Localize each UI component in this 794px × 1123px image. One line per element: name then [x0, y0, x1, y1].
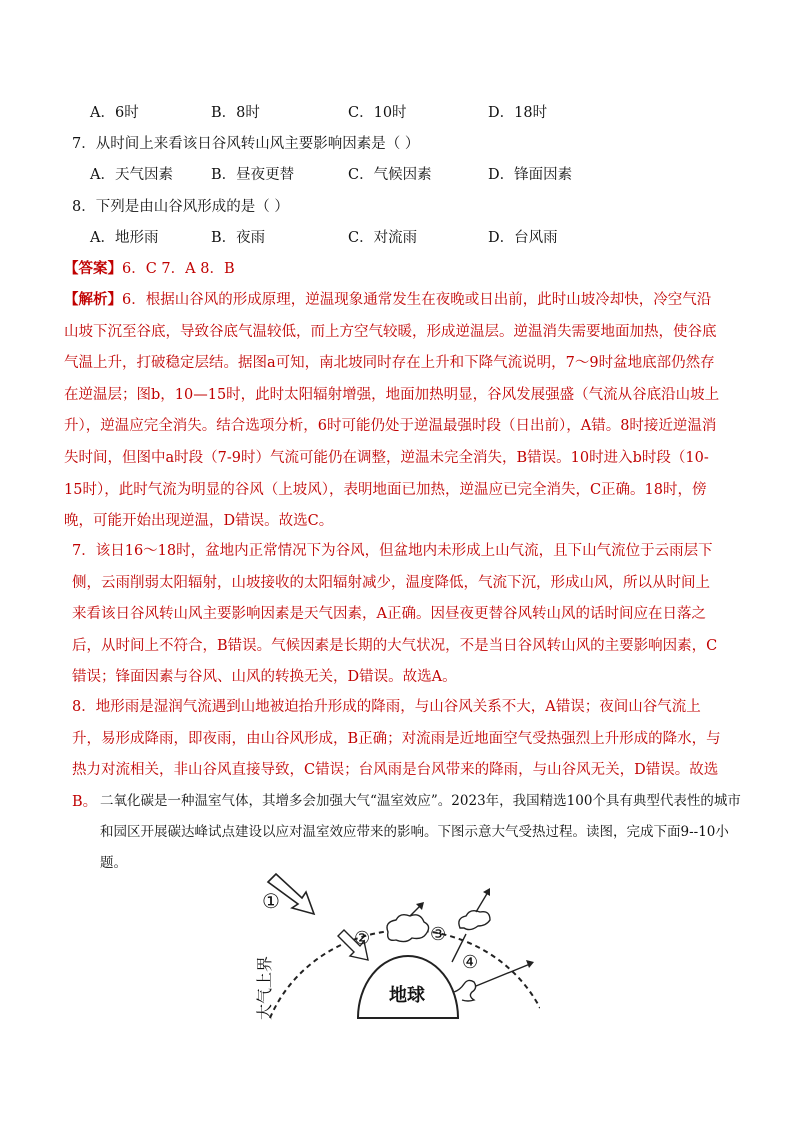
q8-option-a[interactable]: A．地形雨	[90, 230, 159, 246]
q6-option-a[interactable]: A．6时	[90, 105, 139, 121]
q7-option-b[interactable]: B．昼夜更替	[211, 167, 295, 183]
q7-option-a[interactable]: A．天气因素	[90, 167, 173, 183]
boundary-label: 大气上界	[255, 955, 274, 1020]
marker-2-group	[338, 928, 370, 960]
marker-1: ①	[262, 889, 280, 913]
q6-option-d[interactable]: D．18时	[488, 105, 548, 121]
cloud-right-icon	[459, 911, 490, 930]
answer-line	[64, 259, 235, 279]
earth-label: 地球	[389, 985, 425, 1006]
marker-1-group	[262, 874, 314, 914]
q7-stem: 7．从时间上来看该日谷风转山风主要影响因素是（ ）	[72, 136, 420, 152]
cloud-icon	[387, 915, 429, 942]
q8-stem: 8．下列是由山谷风形成的是（ ）	[72, 199, 289, 215]
cloud-left	[387, 902, 429, 942]
q7-option-d[interactable]: D．锋面因素	[488, 167, 573, 183]
answer-label: 【答案】	[64, 260, 122, 277]
analysis-label: 【解析】	[64, 291, 122, 308]
analysis-q6-text: 6．根据山谷风的形成原理，逆温现象通常发生在夜晚或日出前，此时山坡冷却快，冷空气沿山坡下沉至谷底，导致谷底气温较低，而上方空气较暖，形成逆温层。逆温消失需要地面加热，使谷底气温上升，打破稳定层结。据图a可知，南北坡同时存在上升和下降气流说明，7～9时盆地底部仍然存在逆温层；图b，10—15时，此时太阳辐射增强，地面加热明显，谷风发展强盛（气流从谷底沿山坡上升），逆温应完全消失。结合选项分析，6时可能仍处于逆温最强时段（日出前），A错。8时接近逆温消失时间，但图中a时段（7-9时）气流可能仍在调整，逆温未完全消失，B错误。10时进入b时段（10-15时），此时气流为明显的谷风（上坡风），表明地面已加热，逆温应已完全消失，C正确。18时，傍晚，可能开始出现逆温，D错误。故选C。	[64, 292, 720, 530]
analysis-q8: 8．地形雨是湿润气流遇到山地被迫抬升形成的降雨，与山谷风关系不大，A错误；夜间山谷气流上升，易形成降雨，即夜雨，由山谷风形成，B正确；对流雨是近地面空气受热强烈上升形成的降水，与热力对流相关，非山谷风直接导致，C错误；台风雨是台风带来的降雨，与山谷风无关，D错误。故选B。	[72, 699, 721, 810]
marker-4: ④	[462, 952, 479, 973]
marker-4-group	[454, 952, 534, 1001]
intro-paragraph: 二氧化碳是一种温室气体，其增多会加强大气“温室效应”。2023年，我国精选100个具有典型代表性的城市和园区开展碳达峰试点建设以应对温室效应带来的影响。下图示意大气受热过程。读图，完成下面9--10小题。	[100, 793, 741, 871]
q8-option-c[interactable]: C．对流雨	[348, 230, 418, 246]
q6-option-c[interactable]: C．10时	[348, 105, 407, 121]
analysis-q6	[64, 284, 724, 538]
q7-option-c[interactable]: C．气候因素	[348, 167, 432, 183]
scatter-arrow-out	[476, 892, 488, 912]
ground-radiation-arrowhead	[526, 960, 534, 968]
atmosphere-heating-diagram	[240, 868, 540, 1028]
marker-2: ②	[354, 928, 371, 949]
q6-option-b[interactable]: B．8时	[211, 105, 260, 121]
ground-radiation-arrow	[476, 964, 530, 986]
ground-radiation-wave	[454, 980, 476, 1001]
answer-text: 6．C 7．A 8．B	[122, 261, 235, 277]
q8-option-b[interactable]: B．夜雨	[211, 230, 266, 246]
analysis-q7: 7．该日16～18时，盆地内正常情况下为谷风，但盆地内未形成上山气流，且下山气流位于云雨层下侧，云雨削弱太阳辐射，山坡接收的太阳辐射减少，温度降低，气流下沉，形成山风，所以从时间上来看该日谷风转山风主要影响因素是天气因素，A正确。因昼夜更替谷风转山风的话时间应在日落之后，从时间上不符合，B错误。气候因素是长期的大气状况，不是当日谷风转山风的主要影响因素，C错误；锋面因素与谷风、山风的转换无关，D错误。故选A。	[72, 543, 718, 686]
q8-option-d[interactable]: D．台风雨	[488, 230, 558, 246]
marker-3-group	[430, 888, 490, 962]
marker-3: ③	[430, 924, 447, 945]
